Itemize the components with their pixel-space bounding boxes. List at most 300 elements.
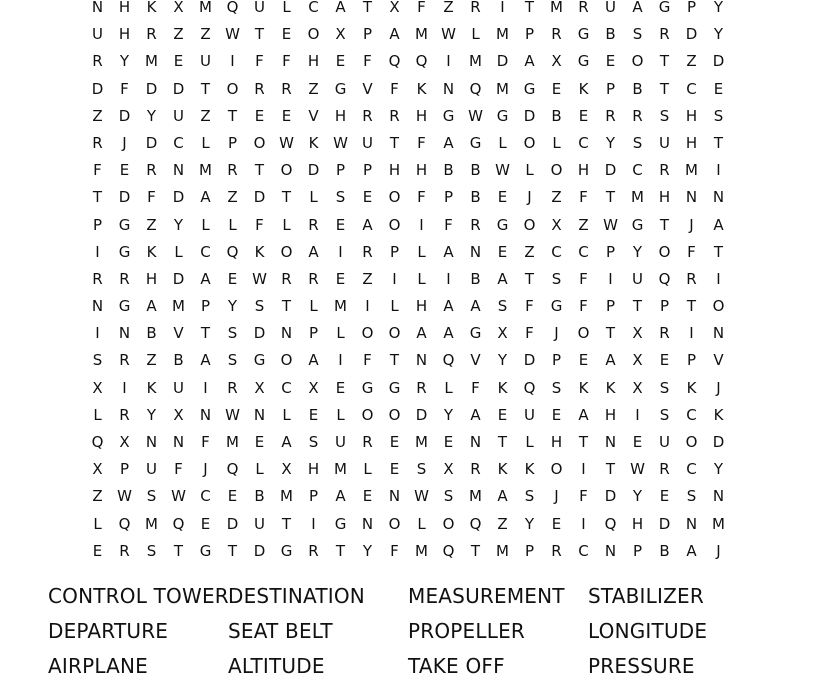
grid-letter[interactable]: R bbox=[308, 215, 319, 234]
grid-letter[interactable]: T bbox=[497, 433, 508, 451]
grid-letter[interactable]: H bbox=[577, 161, 590, 180]
grid-letter[interactable]: Z bbox=[443, 0, 454, 16]
grid-letter[interactable]: E bbox=[281, 106, 292, 125]
grid-letter[interactable]: P bbox=[335, 161, 346, 180]
grid-letter[interactable]: S bbox=[146, 487, 157, 506]
grid-letter[interactable]: P bbox=[119, 460, 130, 479]
grid-letter[interactable]: S bbox=[659, 405, 670, 424]
grid-letter[interactable]: O bbox=[550, 161, 563, 180]
grid-letter[interactable]: G bbox=[469, 324, 482, 343]
grid-letter[interactable]: V bbox=[362, 79, 373, 98]
grid-letter[interactable]: T bbox=[389, 351, 400, 370]
grid-letter[interactable]: R bbox=[227, 378, 238, 397]
grid-letter[interactable]: V bbox=[173, 324, 184, 343]
grid-letter[interactable]: R bbox=[551, 541, 562, 560]
grid-letter[interactable]: F bbox=[255, 215, 264, 234]
grid-letter[interactable]: L bbox=[93, 514, 102, 533]
grid-letter[interactable]: G bbox=[118, 242, 131, 261]
grid-letter[interactable]: C bbox=[308, 0, 319, 16]
grid-letter[interactable]: G bbox=[496, 106, 509, 125]
grid-letter[interactable]: R bbox=[92, 269, 103, 288]
grid-letter[interactable]: A bbox=[308, 351, 319, 370]
grid-letter[interactable]: D bbox=[91, 79, 104, 98]
grid-letter[interactable]: P bbox=[200, 297, 211, 316]
grid-letter[interactable]: P bbox=[362, 161, 373, 180]
grid-letter[interactable]: Q bbox=[172, 514, 185, 533]
grid-letter[interactable]: P bbox=[362, 25, 373, 44]
grid-letter[interactable]: R bbox=[362, 106, 373, 125]
grid-letter[interactable]: R bbox=[227, 161, 238, 180]
grid-letter[interactable]: N bbox=[118, 324, 131, 343]
grid-letter[interactable]: E bbox=[254, 106, 265, 125]
grid-letter[interactable]: A bbox=[200, 269, 211, 288]
grid-letter[interactable]: P bbox=[389, 242, 400, 261]
grid-letter[interactable]: A bbox=[605, 351, 616, 370]
grid-letter[interactable]: H bbox=[685, 133, 698, 152]
grid-letter[interactable]: I bbox=[392, 269, 397, 288]
grid-letter[interactable]: C bbox=[578, 541, 589, 560]
grid-letter[interactable]: M bbox=[172, 297, 185, 316]
grid-letter[interactable]: Z bbox=[173, 25, 184, 44]
grid-letter[interactable]: F bbox=[390, 541, 399, 560]
grid-letter[interactable]: G bbox=[631, 215, 644, 234]
grid-letter[interactable]: X bbox=[335, 25, 346, 44]
grid-letter[interactable]: M bbox=[469, 52, 482, 71]
grid-letter[interactable]: W bbox=[630, 460, 645, 479]
grid-letter[interactable]: Z bbox=[551, 188, 562, 207]
grid-letter[interactable]: D bbox=[145, 79, 158, 98]
grid-letter[interactable]: Q bbox=[91, 433, 104, 451]
grid-letter[interactable]: A bbox=[443, 242, 454, 261]
grid-letter[interactable]: A bbox=[632, 0, 643, 16]
grid-letter[interactable]: H bbox=[685, 106, 698, 125]
grid-letter[interactable]: I bbox=[716, 161, 721, 180]
grid-letter[interactable]: R bbox=[686, 269, 697, 288]
grid-letter[interactable]: D bbox=[685, 25, 698, 44]
grid-letter[interactable]: J bbox=[689, 215, 694, 234]
grid-letter[interactable]: P bbox=[524, 541, 535, 560]
grid-letter[interactable]: N bbox=[91, 297, 104, 316]
grid-letter[interactable]: S bbox=[551, 269, 562, 288]
grid-letter[interactable]: S bbox=[713, 106, 724, 125]
grid-letter[interactable]: E bbox=[335, 378, 346, 397]
grid-letter[interactable]: D bbox=[415, 405, 428, 424]
grid-letter[interactable]: L bbox=[174, 242, 183, 261]
grid-letter[interactable]: S bbox=[659, 106, 670, 125]
grid-letter[interactable]: W bbox=[495, 161, 510, 180]
grid-letter[interactable]: J bbox=[122, 133, 127, 152]
grid-letter[interactable]: D bbox=[253, 188, 266, 207]
grid-letter[interactable]: O bbox=[577, 324, 590, 343]
grid-letter[interactable]: Q bbox=[226, 0, 239, 16]
grid-letter[interactable]: L bbox=[282, 0, 291, 16]
grid-letter[interactable]: U bbox=[173, 378, 184, 397]
grid-letter[interactable]: A bbox=[200, 188, 211, 207]
grid-letter[interactable]: Y bbox=[443, 405, 454, 424]
grid-letter[interactable]: T bbox=[659, 79, 670, 98]
grid-letter[interactable]: U bbox=[362, 133, 373, 152]
grid-letter[interactable]: P bbox=[551, 351, 562, 370]
grid-letter[interactable]: T bbox=[713, 242, 724, 261]
grid-letter[interactable]: A bbox=[335, 487, 346, 506]
grid-letter[interactable]: E bbox=[551, 405, 562, 424]
grid-letter[interactable]: X bbox=[281, 460, 292, 479]
grid-letter[interactable]: F bbox=[363, 52, 372, 71]
grid-letter[interactable]: B bbox=[173, 351, 184, 370]
grid-letter[interactable]: X bbox=[632, 378, 643, 397]
grid-letter[interactable]: C bbox=[200, 487, 211, 506]
grid-letter[interactable]: F bbox=[282, 52, 291, 71]
grid-letter[interactable]: G bbox=[388, 378, 401, 397]
grid-letter[interactable]: D bbox=[712, 433, 725, 451]
grid-letter[interactable]: L bbox=[201, 133, 210, 152]
grid-letter[interactable]: E bbox=[632, 433, 643, 451]
grid-letter[interactable]: D bbox=[226, 514, 239, 533]
grid-letter[interactable]: O bbox=[388, 405, 401, 424]
grid-letter[interactable]: Y bbox=[173, 215, 184, 234]
grid-letter[interactable]: M bbox=[334, 297, 347, 316]
grid-letter[interactable]: L bbox=[525, 161, 534, 180]
grid-letter[interactable]: T bbox=[524, 269, 535, 288]
grid-letter[interactable]: A bbox=[497, 487, 508, 506]
grid-letter[interactable]: K bbox=[146, 242, 157, 261]
grid-letter[interactable]: B bbox=[470, 269, 481, 288]
grid-letter[interactable]: M bbox=[712, 514, 725, 533]
grid-letter[interactable]: R bbox=[362, 242, 373, 261]
grid-letter[interactable]: N bbox=[91, 0, 104, 16]
grid-letter[interactable]: M bbox=[280, 487, 293, 506]
grid-letter[interactable]: K bbox=[497, 378, 508, 397]
grid-letter[interactable]: Y bbox=[713, 460, 724, 479]
grid-letter[interactable]: I bbox=[338, 242, 343, 261]
grid-letter[interactable]: G bbox=[523, 79, 536, 98]
grid-letter[interactable]: F bbox=[201, 433, 210, 451]
grid-letter[interactable]: X bbox=[92, 460, 103, 479]
grid-letter[interactable]: T bbox=[227, 541, 238, 560]
grid-letter[interactable]: I bbox=[95, 324, 100, 343]
grid-letter[interactable]: R bbox=[659, 25, 670, 44]
grid-letter[interactable]: R bbox=[659, 460, 670, 479]
grid-letter[interactable]: B bbox=[551, 106, 562, 125]
grid-letter[interactable]: C bbox=[281, 378, 292, 397]
grid-letter[interactable]: Y bbox=[524, 514, 535, 533]
grid-letter[interactable]: Z bbox=[146, 351, 157, 370]
grid-letter[interactable]: R bbox=[578, 0, 589, 16]
grid-letter[interactable]: Q bbox=[388, 52, 401, 71]
grid-letter[interactable]: D bbox=[604, 487, 617, 506]
grid-letter[interactable]: P bbox=[659, 297, 670, 316]
grid-letter[interactable]: Y bbox=[119, 52, 130, 71]
grid-letter[interactable]: M bbox=[496, 79, 509, 98]
grid-letter[interactable]: W bbox=[414, 487, 429, 506]
grid-letter[interactable]: S bbox=[443, 487, 454, 506]
grid-letter[interactable]: J bbox=[527, 188, 532, 207]
grid-letter[interactable]: K bbox=[254, 242, 265, 261]
grid-letter[interactable]: Y bbox=[146, 405, 157, 424]
grid-letter[interactable]: C bbox=[632, 161, 643, 180]
grid-letter[interactable]: F bbox=[687, 242, 696, 261]
grid-letter[interactable]: B bbox=[605, 25, 616, 44]
grid-letter[interactable]: A bbox=[389, 25, 400, 44]
grid-letter[interactable]: W bbox=[225, 25, 240, 44]
grid-letter[interactable]: A bbox=[470, 297, 481, 316]
grid-letter[interactable]: N bbox=[712, 188, 725, 207]
grid-letter[interactable]: A bbox=[497, 269, 508, 288]
grid-letter[interactable]: R bbox=[119, 541, 130, 560]
grid-letter[interactable]: J bbox=[554, 324, 559, 343]
grid-letter[interactable]: R bbox=[362, 433, 373, 451]
grid-letter[interactable]: N bbox=[280, 324, 293, 343]
grid-letter[interactable]: K bbox=[524, 460, 535, 479]
grid-letter[interactable]: A bbox=[524, 52, 535, 71]
grid-letter[interactable]: T bbox=[200, 79, 211, 98]
grid-letter[interactable]: E bbox=[281, 25, 292, 44]
grid-letter[interactable]: E bbox=[227, 269, 238, 288]
grid-letter[interactable]: E bbox=[254, 433, 265, 451]
grid-letter[interactable]: I bbox=[500, 0, 505, 16]
grid-letter[interactable]: E bbox=[308, 405, 319, 424]
grid-letter[interactable]: I bbox=[338, 351, 343, 370]
grid-letter[interactable]: U bbox=[146, 460, 157, 479]
grid-letter[interactable]: W bbox=[333, 133, 348, 152]
grid-letter[interactable]: K bbox=[686, 378, 697, 397]
grid-letter[interactable]: L bbox=[282, 215, 291, 234]
grid-letter[interactable]: X bbox=[254, 378, 265, 397]
grid-letter[interactable]: O bbox=[685, 433, 698, 451]
grid-letter[interactable]: F bbox=[579, 188, 588, 207]
grid-letter[interactable]: X bbox=[173, 0, 184, 16]
grid-letter[interactable]: L bbox=[390, 297, 399, 316]
grid-letter[interactable]: K bbox=[578, 378, 589, 397]
grid-letter[interactable]: X bbox=[119, 433, 130, 451]
grid-letter[interactable]: D bbox=[658, 514, 671, 533]
grid-letter[interactable]: H bbox=[118, 0, 131, 16]
grid-letter[interactable]: E bbox=[497, 188, 508, 207]
grid-letter[interactable]: Y bbox=[713, 25, 724, 44]
grid-letter[interactable]: S bbox=[632, 25, 643, 44]
grid-letter[interactable]: L bbox=[309, 188, 318, 207]
grid-letter[interactable]: G bbox=[577, 25, 590, 44]
grid-letter[interactable]: E bbox=[659, 351, 670, 370]
grid-letter[interactable]: E bbox=[443, 433, 454, 451]
grid-letter[interactable]: R bbox=[119, 269, 130, 288]
grid-letter[interactable]: Z bbox=[362, 269, 373, 288]
grid-letter[interactable]: P bbox=[605, 79, 616, 98]
grid-letter[interactable]: L bbox=[201, 215, 210, 234]
grid-letter[interactable]: T bbox=[659, 215, 670, 234]
grid-letter[interactable]: I bbox=[635, 405, 640, 424]
grid-letter[interactable]: R bbox=[308, 269, 319, 288]
grid-letter[interactable]: C bbox=[686, 79, 697, 98]
grid-letter[interactable]: S bbox=[227, 324, 238, 343]
grid-letter[interactable]: T bbox=[92, 188, 103, 207]
grid-letter[interactable]: W bbox=[252, 269, 267, 288]
grid-letter[interactable]: W bbox=[441, 25, 456, 44]
grid-letter[interactable]: O bbox=[388, 514, 401, 533]
grid-letter[interactable]: B bbox=[146, 324, 157, 343]
grid-letter[interactable]: S bbox=[632, 133, 643, 152]
grid-letter[interactable]: I bbox=[311, 514, 316, 533]
grid-letter[interactable]: F bbox=[579, 269, 588, 288]
grid-letter[interactable]: F bbox=[147, 188, 156, 207]
grid-letter[interactable]: T bbox=[632, 297, 643, 316]
grid-letter[interactable]: E bbox=[362, 188, 373, 207]
grid-letter[interactable]: L bbox=[471, 25, 480, 44]
grid-letter[interactable]: U bbox=[254, 514, 265, 533]
grid-letter[interactable]: E bbox=[551, 79, 562, 98]
grid-letter[interactable]: E bbox=[605, 52, 616, 71]
grid-letter[interactable]: T bbox=[659, 52, 670, 71]
grid-letter[interactable]: U bbox=[200, 52, 211, 71]
grid-letter[interactable]: L bbox=[93, 405, 102, 424]
grid-letter[interactable]: Q bbox=[415, 52, 428, 71]
grid-letter[interactable]: M bbox=[415, 25, 428, 44]
grid-letter[interactable]: O bbox=[658, 242, 671, 261]
grid-letter[interactable]: H bbox=[388, 161, 401, 180]
grid-letter[interactable]: F bbox=[255, 52, 264, 71]
grid-letter[interactable]: W bbox=[171, 487, 186, 506]
grid-letter[interactable]: M bbox=[415, 541, 428, 560]
grid-letter[interactable]: F bbox=[390, 79, 399, 98]
grid-letter[interactable]: R bbox=[146, 25, 157, 44]
grid-letter[interactable]: O bbox=[226, 79, 239, 98]
grid-letter[interactable]: D bbox=[253, 324, 266, 343]
grid-letter[interactable]: M bbox=[496, 541, 509, 560]
grid-letter[interactable]: S bbox=[227, 351, 238, 370]
grid-letter[interactable]: S bbox=[659, 378, 670, 397]
grid-letter[interactable]: Z bbox=[497, 514, 508, 533]
grid-letter[interactable]: H bbox=[631, 514, 644, 533]
grid-letter[interactable]: R bbox=[632, 106, 643, 125]
grid-letter[interactable]: D bbox=[172, 79, 185, 98]
grid-letter[interactable]: A bbox=[200, 351, 211, 370]
grid-letter[interactable]: O bbox=[361, 324, 374, 343]
grid-letter[interactable]: A bbox=[281, 433, 292, 451]
grid-letter[interactable]: E bbox=[119, 161, 130, 180]
grid-letter[interactable]: E bbox=[551, 514, 562, 533]
grid-letter[interactable]: N bbox=[712, 324, 725, 343]
grid-letter[interactable]: R bbox=[92, 52, 103, 71]
grid-letter[interactable]: U bbox=[92, 25, 103, 44]
grid-letter[interactable]: Z bbox=[92, 106, 103, 125]
grid-letter[interactable]: X bbox=[389, 0, 400, 16]
grid-letter[interactable]: X bbox=[92, 378, 103, 397]
grid-letter[interactable]: M bbox=[334, 460, 347, 479]
grid-letter[interactable]: U bbox=[524, 405, 535, 424]
grid-letter[interactable]: O bbox=[307, 25, 320, 44]
grid-letter[interactable]: S bbox=[146, 541, 157, 560]
grid-letter[interactable]: D bbox=[145, 133, 158, 152]
grid-letter[interactable]: F bbox=[174, 460, 183, 479]
grid-letter[interactable]: L bbox=[255, 460, 264, 479]
grid-letter[interactable]: A bbox=[362, 215, 373, 234]
grid-letter[interactable]: F bbox=[417, 188, 426, 207]
grid-letter[interactable]: N bbox=[145, 433, 158, 451]
grid-letter[interactable]: T bbox=[254, 161, 265, 180]
grid-letter[interactable]: L bbox=[228, 215, 237, 234]
grid-letter[interactable]: E bbox=[173, 52, 184, 71]
grid-letter[interactable]: G bbox=[199, 541, 212, 560]
grid-letter[interactable]: B bbox=[254, 487, 265, 506]
grid-letter[interactable]: R bbox=[119, 351, 130, 370]
grid-letter[interactable]: S bbox=[416, 460, 427, 479]
grid-letter[interactable]: N bbox=[604, 541, 617, 560]
grid-letter[interactable]: T bbox=[281, 514, 292, 533]
grid-letter[interactable]: I bbox=[95, 242, 100, 261]
grid-letter[interactable]: Z bbox=[200, 25, 211, 44]
grid-letter[interactable]: C bbox=[173, 133, 184, 152]
grid-letter[interactable]: U bbox=[632, 269, 643, 288]
letter-grid[interactable] bbox=[84, 0, 736, 565]
grid-letter[interactable]: J bbox=[203, 460, 208, 479]
grid-letter[interactable]: L bbox=[525, 433, 534, 451]
grid-letter[interactable]: Q bbox=[118, 514, 131, 533]
grid-letter[interactable]: A bbox=[335, 0, 346, 16]
grid-letter[interactable]: X bbox=[443, 460, 454, 479]
grid-letter[interactable]: I bbox=[689, 324, 694, 343]
grid-letter[interactable]: N bbox=[685, 514, 698, 533]
grid-letter[interactable]: T bbox=[335, 541, 346, 560]
grid-letter[interactable]: E bbox=[92, 541, 103, 560]
grid-letter[interactable]: R bbox=[308, 541, 319, 560]
grid-letter[interactable]: N bbox=[361, 514, 374, 533]
grid-letter[interactable]: P bbox=[308, 324, 319, 343]
grid-letter[interactable]: U bbox=[335, 433, 346, 451]
grid-letter[interactable]: Q bbox=[469, 514, 482, 533]
grid-letter[interactable]: H bbox=[415, 106, 428, 125]
grid-letter[interactable]: X bbox=[632, 351, 643, 370]
grid-letter[interactable]: Y bbox=[632, 242, 643, 261]
grid-letter[interactable]: H bbox=[604, 405, 617, 424]
grid-letter[interactable]: B bbox=[443, 161, 454, 180]
grid-letter[interactable]: R bbox=[281, 79, 292, 98]
grid-letter[interactable]: F bbox=[525, 297, 534, 316]
grid-letter[interactable]: H bbox=[118, 25, 131, 44]
grid-letter[interactable]: G bbox=[334, 514, 347, 533]
grid-letter[interactable]: T bbox=[470, 541, 481, 560]
grid-letter[interactable]: T bbox=[713, 133, 724, 152]
grid-letter[interactable]: K bbox=[308, 133, 319, 152]
grid-letter[interactable]: U bbox=[173, 106, 184, 125]
grid-letter[interactable]: G bbox=[118, 297, 131, 316]
grid-letter[interactable]: N bbox=[604, 433, 617, 451]
grid-letter[interactable]: R bbox=[470, 0, 481, 16]
grid-letter[interactable]: O bbox=[442, 514, 455, 533]
grid-letter[interactable]: P bbox=[443, 188, 454, 207]
grid-letter[interactable]: L bbox=[444, 378, 453, 397]
grid-letter[interactable]: N bbox=[199, 405, 212, 424]
grid-letter[interactable]: A bbox=[686, 541, 697, 560]
grid-letter[interactable]: A bbox=[308, 242, 319, 261]
grid-letter[interactable]: H bbox=[145, 269, 158, 288]
grid-letter[interactable]: P bbox=[632, 541, 643, 560]
grid-letter[interactable]: L bbox=[363, 460, 372, 479]
grid-letter[interactable]: D bbox=[253, 541, 266, 560]
grid-letter[interactable]: M bbox=[199, 0, 212, 16]
grid-letter[interactable]: E bbox=[713, 79, 724, 98]
grid-letter[interactable]: R bbox=[551, 25, 562, 44]
grid-letter[interactable]: W bbox=[279, 133, 294, 152]
grid-letter[interactable]: L bbox=[282, 405, 291, 424]
grid-letter[interactable]: R bbox=[470, 215, 481, 234]
grid-letter[interactable]: H bbox=[334, 106, 347, 125]
grid-letter[interactable]: S bbox=[524, 487, 535, 506]
grid-letter[interactable]: S bbox=[92, 351, 103, 370]
grid-letter[interactable]: H bbox=[415, 161, 428, 180]
grid-letter[interactable]: L bbox=[552, 133, 561, 152]
grid-letter[interactable]: N bbox=[415, 351, 428, 370]
grid-letter[interactable]: X bbox=[308, 378, 319, 397]
